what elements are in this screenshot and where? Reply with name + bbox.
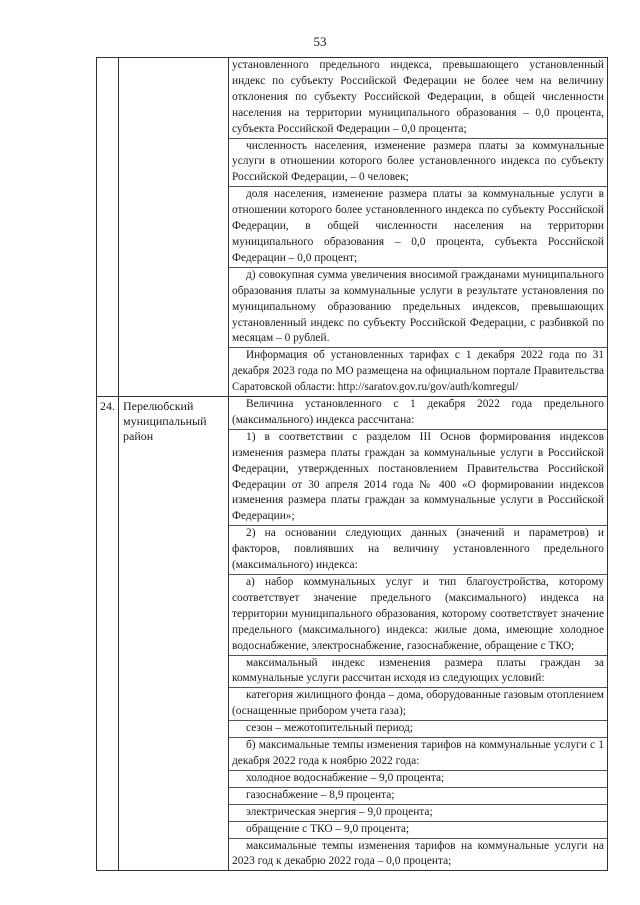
portal-link-paragraph: Информация об установленных тарифах с 1 декабря 2022 года по 31 декабря 2023 года по МО размещена на официальном портале Правительства Саратовской области: http://saratov.gov.ru/gov/auth/komregul/ [232,349,604,394]
paragraph: д) совокупная сумма увеличения вносимой гражданами муниципального образования платы за коммунальные услуги в результате установления по муниципальному образованию предельных индексов, превышающих установленный индекс по субъекту Российской Федерации, с разбивкой по месяцам – 0 рублей. [232,268,604,345]
document-table [96,57,608,871]
paragraph: категория жилищного фонда – дома, оборудованные газовым отоплением (оснащенные прибором учета газа); [232,689,604,718]
paragraph: холодное водоснабжение – 9,0 процента; [246,771,445,784]
row-number-cell: 24. [97,397,119,871]
municipality-name-cell [119,58,229,397]
page-number: 53 [313,34,327,49]
paragraph: максимальные темпы изменения тарифов на коммунальные услуги на 2023 год к декабрю 2022 года – 0,0 процента; [232,839,604,868]
paragraph: электрическая энергия – 9,0 процента; [246,805,433,818]
paragraph: газоснабжение – 8,9 процента; [246,788,395,801]
description-cell [229,397,608,871]
paragraph: сезон – межотопительный период; [246,722,413,735]
description-cell [229,58,608,397]
table-row [97,58,608,397]
paragraph: доля населения, изменение размера платы за коммунальные услуги в отношении которого более установленного индекса по субъекту Российской Федерации, в общей численности населения на территории муниципального образования – 0,0 процента, субъекта Российской Федерации – 0,0 процент; [232,188,604,264]
paragraph: б) максимальные темпы изменения тарифов на коммунальные услуги с 1 декабря 2022 года к ноябрю 2022 года: [232,739,604,767]
paragraph: установленного предельного индекса, превышающего установленный индекс по субъекту Российской Федерации не более чем на величину отклонения по субъекту Российской Федерации, в общей численности населения на территории муниципального образования – 0,0 процента, субъекта Российской Федерации – 0,0 процента; [232,59,604,135]
paragraph: Величина установленного с 1 декабря 2022 года предельного (максимального) индекса рассчитана: [232,398,604,426]
paragraph: максимальный индекс изменения размера платы граждан за коммунальные услуги рассчитан исходя из следующих условий: [232,656,604,685]
paragraph: обращение с ТКО – 9,0 процента; [246,822,410,835]
paragraph: 2) на основании следующих данных (значений и параметров) и факторов, повлиявших на величину установленного предельного (максимального) индекса: [232,527,604,572]
paragraph: а) набор коммунальных услуг и тип благоустройства, которому соответствует значение предельного (максимального) индекса на территории муниципального образования, которому соответствует значение предельного (максимального) индекса: жилые дома, имеющие холодное водоснабжение, электроснабжение, газоснабжение, обращение с ТКО; [232,576,604,652]
municipality-name-cell: Перелюбский муниципальный район [119,397,229,871]
row-number-cell [97,58,119,397]
paragraph: 1) в соответствии с разделом III Основ формирования индексов изменения размера платы граждан за коммунальные услуги в Российской Федерации, утвержденных постановлением Правительства Российской Федерации от 30 апреля 2014 года № 400 «О формировании индексов изменения размера платы граждан за коммунальные услуги в Российской Федерации»; [232,430,604,523]
paragraph: численность населения, изменение размера платы за коммунальные услуги в отношении которого более установленного индекса по субъекту Российской Федерации, – 0 человек; [232,139,604,184]
table-row [97,397,608,871]
